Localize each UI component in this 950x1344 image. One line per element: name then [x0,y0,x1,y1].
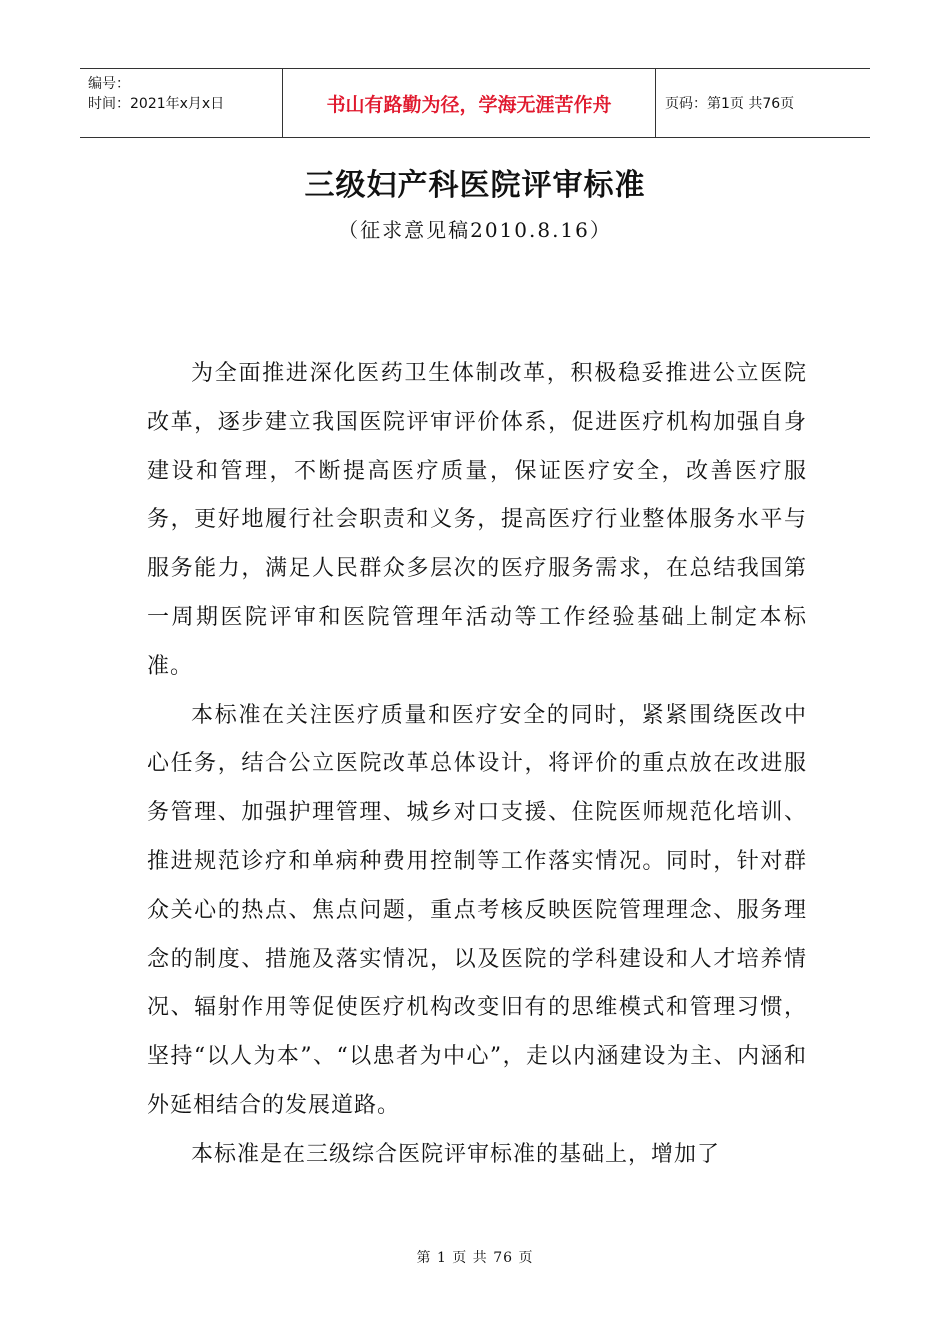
document-subtitle: （征求意见稿2010.8.16） [338,218,612,242]
page-footer: 第 1 页 共 76 页 [416,1250,534,1266]
header-meta [80,69,282,137]
body-paragraph: 本标准是在三级综合医院评审标准的基础上，增加了 [191,1141,721,1167]
header-motto: 书山有路勤为径，学海无涯苦作舟 [282,69,656,137]
body-paragraph: 本标准在关注医疗质量和医疗安全的同时，紧紧围绕医改中心任务，结合公立医院改革总体设计，将评价的重点放在改进服务管理、加强护理管理、城乡对口支援、住院医师规范化培训、推进规范诊疗和单病种费用控制等工作落实情况。同时，针对群众关心的热点、焦点问题，重点考核反映医院管理理念、服务理念的制度、措施及落实情况，以及医院的学科建设和人才培养情况、辐射作用等促使医疗机构改变旧有的思维模式和管理习惯，坚持“以人为本”、“以患者为中心”，走以内涵建设为主、内涵和外延相结合的发展道路。 [147,702,807,1118]
header-page-info: 页码：第1页 共76页 [665,96,795,112]
document-date-label: 时间：2021年x月x日 [88,96,225,112]
document-title: 三级妇产科医院评审标准 [304,168,646,203]
page-header [80,68,870,138]
document-body [147,350,807,1180]
document-number-label: 编号： [88,76,130,92]
body-paragraph: 为全面推进深化医药卫生体制改革，积极稳妥推进公立医院改革，逐步建立我国医院评审评价体系，促进医疗机构加强自身建设和管理，不断提高医疗质量，保证医疗安全，改善医疗服务，更好地履行社会职责和义务，提高医疗行业整体服务水平与服务能力，满足人民群众多层次的医疗服务需求，在总结我国第一周期医院评审和医院管理年活动等工作经验基础上制定本标准。 [147,361,807,679]
